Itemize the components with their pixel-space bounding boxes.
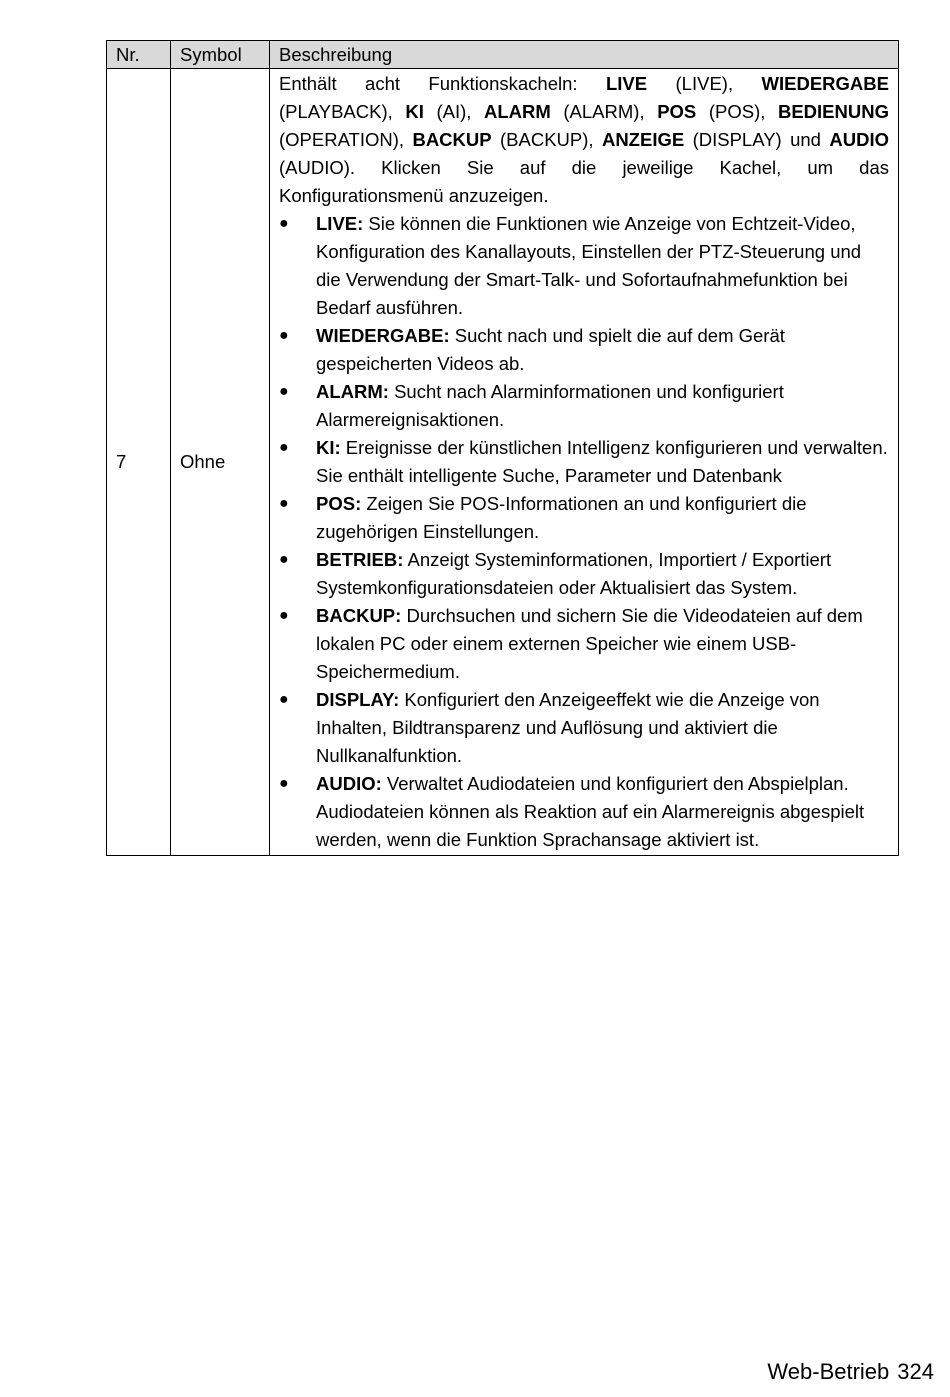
bullet-text: Ereignisse der künstlichen Intelligenz konfigurieren und verwalten. Sie enthält intelligente Suche, Parameter und Datenbank	[316, 437, 888, 486]
table-row	[107, 69, 899, 856]
bullet-icon: ●	[279, 691, 289, 708]
bullet-term: AUDIO:	[316, 773, 382, 794]
intro-text: (AUDIO). Klicken Sie auf die jeweilige Kachel, um das Konfigurationsmenü anzuzeigen.	[279, 157, 889, 206]
bullet-icon: ●	[279, 327, 289, 344]
bullet-term: BACKUP:	[316, 605, 402, 626]
bullet-term: BETRIEB:	[316, 549, 404, 570]
table-header-row	[107, 41, 899, 69]
header-beschreibung: Beschreibung	[270, 41, 899, 69]
bullet-icon: ●	[279, 215, 289, 232]
bullet-icon: ●	[279, 383, 289, 400]
list-item	[279, 434, 889, 490]
bullet-term: POS:	[316, 493, 362, 514]
intro-term: POS	[657, 101, 697, 122]
bullet-icon: ●	[279, 775, 289, 792]
bullet-icon: ●	[279, 439, 289, 456]
header-symbol: Symbol	[171, 41, 270, 69]
bullet-text: Konfiguriert den Anzeigeeffekt wie die Anzeige von Inhalten, Bildtransparenz und Auflösung und aktiviert die Nullkanalfunktion.	[316, 689, 820, 766]
cell-symbol: Ohne	[171, 69, 270, 856]
page-footer	[767, 1357, 934, 1387]
function-table	[106, 40, 899, 856]
intro-term: AUDIO	[829, 129, 889, 150]
bullet-text: Durchsuchen und sichern Sie die Videodateien auf dem lokalen PC oder einem externen Speicher wie einem USB-Speichermedium.	[316, 605, 863, 682]
list-item	[279, 322, 889, 378]
list-item	[279, 210, 889, 322]
intro-text: (POS),	[696, 101, 778, 122]
intro-text: (AI),	[423, 101, 484, 122]
bullet-icon: ●	[279, 551, 289, 568]
intro-text: (BACKUP),	[491, 129, 602, 150]
intro-term: ALARM	[484, 101, 551, 122]
bullet-term: WIEDERGABE:	[316, 325, 450, 346]
intro-text: (PLAYBACK),	[279, 101, 406, 122]
list-item	[279, 686, 889, 770]
bullet-icon: ●	[279, 495, 289, 512]
list-item	[279, 602, 889, 686]
list-item	[279, 770, 889, 854]
intro-text: (DISPLAY) und	[684, 129, 830, 150]
footer-section-title: Web-Betrieb	[767, 1359, 890, 1384]
intro-term: LIVE	[605, 73, 648, 94]
intro-text: (ALARM),	[550, 101, 658, 122]
bullet-text: Sie können die Funktionen wie Anzeige von Echtzeit-Video, Konfiguration des Kanallayouts, Einstellen der PTZ-Steuerung und die Verwendung der Smart-Talk- und Sofortaufnahmefunktion bei Bedarf ausführen.	[316, 213, 862, 318]
header-nr: Nr.	[107, 41, 171, 69]
description-intro	[279, 70, 889, 210]
intro-term: ANZEIGE	[601, 129, 685, 150]
intro-text: Enthält acht Funktionskacheln:	[279, 73, 606, 94]
bullet-term: KI:	[316, 437, 341, 458]
bullet-text: Sucht nach und spielt die auf dem Gerät gespeicherten Videos ab.	[316, 325, 785, 374]
list-item	[279, 378, 889, 434]
cell-beschreibung	[270, 69, 899, 856]
bullet-term: DISPLAY:	[316, 689, 400, 710]
intro-text: (LIVE),	[647, 73, 762, 94]
function-list	[279, 210, 889, 854]
intro-term: KI	[405, 101, 424, 122]
intro-text: (OPERATION),	[279, 129, 413, 150]
intro-term: BACKUP	[412, 129, 492, 150]
bullet-text: Verwaltet Audiodateien und konfiguriert den Abspielplan. Audiodateien können als Reaktion auf ein Alarmereignis abgespielt werden, wenn die Funktion Sprachansage aktiviert ist.	[316, 773, 865, 850]
cell-nr: 7	[107, 69, 171, 856]
bullet-term: LIVE:	[316, 213, 364, 234]
list-item	[279, 546, 889, 602]
bullet-text: Anzeigt Systeminformationen, Importiert / Exportiert Systemkonfigurationsdateien oder Aktualisiert das System.	[316, 549, 832, 598]
bullet-text: Zeigen Sie POS-Informationen an und konfiguriert die zugehörigen Einstellungen.	[316, 493, 807, 542]
list-item	[279, 490, 889, 546]
intro-term: BEDIENUNG	[777, 101, 889, 122]
bullet-text: Sucht nach Alarminformationen und konfiguriert Alarmereignisaktionen.	[316, 381, 784, 430]
bullet-icon: ●	[279, 607, 289, 624]
bullet-term: ALARM:	[316, 381, 389, 402]
page-number: 324	[897, 1359, 934, 1384]
intro-term: WIEDERGABE	[761, 73, 889, 94]
